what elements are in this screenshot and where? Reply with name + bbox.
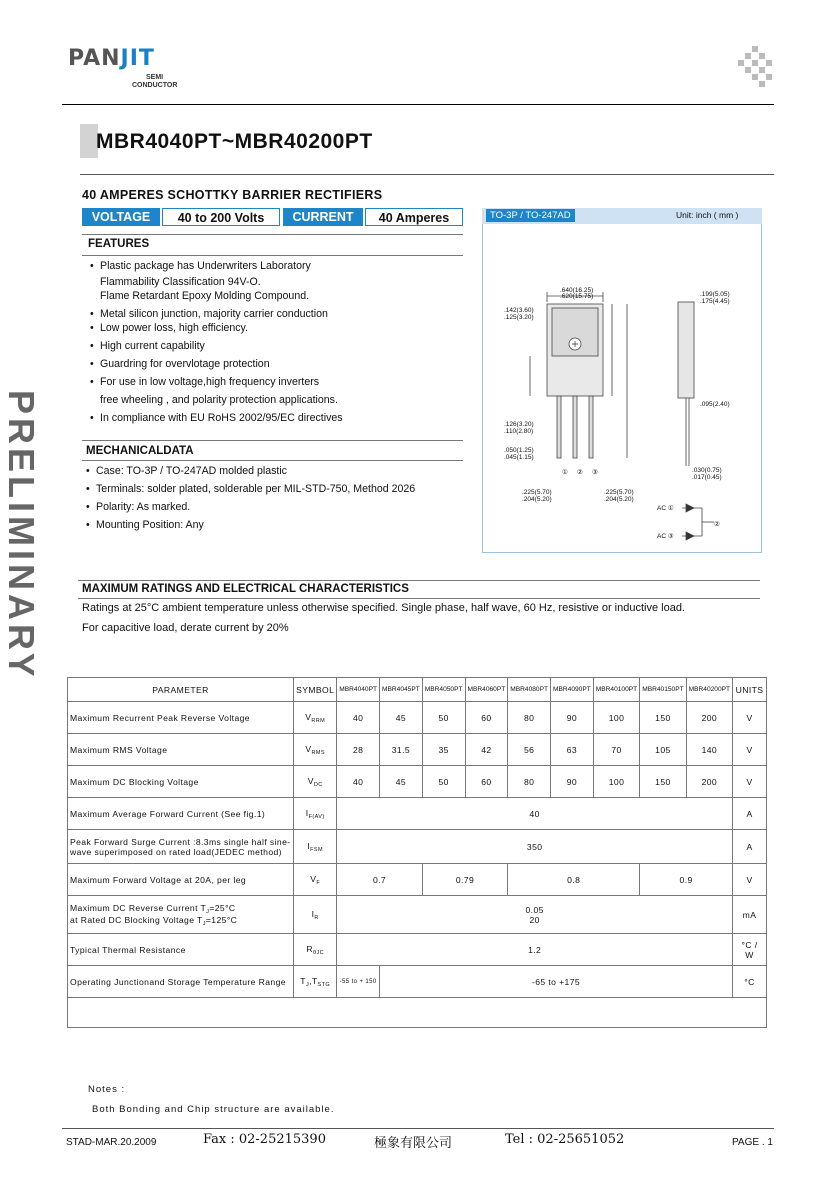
header-model: MBR4040PT bbox=[337, 678, 380, 702]
svg-text:.225(5.70): .225(5.70) bbox=[604, 489, 634, 496]
ratings-note-2: For capacitive load, derate current by 20% bbox=[82, 622, 289, 634]
title-divider bbox=[80, 174, 774, 175]
feature-item: • Low power loss, high efficiency. bbox=[86, 319, 466, 337]
table-row bbox=[68, 798, 767, 830]
svg-text:.204(5.20): .204(5.20) bbox=[604, 496, 634, 503]
logo-text-right: JIT bbox=[120, 46, 155, 71]
mechanical-bottom-line bbox=[82, 460, 463, 461]
svg-text:.175(4.45): .175(4.45) bbox=[700, 298, 730, 305]
param-cell: Maximum Forward Voltage at 20A, per leg bbox=[68, 864, 294, 896]
symbol-cell: $V_{RRM}$ bbox=[294, 702, 337, 734]
header-model: MBR40150PT bbox=[640, 678, 686, 702]
svg-text:.199(5.05): .199(5.05) bbox=[700, 291, 730, 298]
value-cell: 50 bbox=[422, 766, 465, 798]
svg-text:.110(2.80): .110(2.80) bbox=[504, 428, 534, 435]
value-cell: 100 bbox=[593, 702, 639, 734]
footer-tel: Tel : 02-25651052 bbox=[505, 1132, 625, 1147]
value-cell: 150 bbox=[640, 766, 686, 798]
mechanical-item: • Polarity: As marked. bbox=[82, 498, 472, 516]
mechanical-heading: MECHANICALDATA bbox=[86, 445, 194, 457]
unit-cell: V bbox=[733, 864, 767, 896]
feature-item: • High current capability bbox=[86, 337, 466, 355]
value-cell: 50 bbox=[422, 702, 465, 734]
param-cell: Peak Forward Surge Current :8.3ms single half sine- wave superimposed on rated load(JEDEC method) bbox=[68, 830, 294, 864]
value-cell: 100 bbox=[593, 766, 639, 798]
value-cell: 35 bbox=[422, 734, 465, 766]
product-subtitle: 40 AMPERES SCHOTTKY BARRIER RECTIFIERS bbox=[82, 188, 383, 202]
preliminary-watermark bbox=[0, 390, 44, 730]
unit-cell: V bbox=[733, 766, 767, 798]
features-bottom-line bbox=[82, 255, 463, 256]
brand-logo bbox=[68, 46, 155, 71]
unit-cell: A bbox=[733, 798, 767, 830]
watermark-text: PRELIMINARY bbox=[1, 390, 42, 681]
value-cell: 1.2 bbox=[337, 934, 733, 966]
value-cell: 31.5 bbox=[380, 734, 423, 766]
svg-text:.050(1.25): .050(1.25) bbox=[504, 447, 534, 454]
value-cell: 90 bbox=[551, 702, 594, 734]
table-header-row bbox=[68, 678, 767, 702]
header-divider bbox=[62, 104, 774, 105]
value-cell: 0.7 bbox=[337, 864, 423, 896]
value-cell: 90 bbox=[551, 766, 594, 798]
feature-item: • Guardring for overvlotage protection bbox=[86, 355, 466, 373]
footer-page: PAGE . 1 bbox=[732, 1137, 773, 1148]
svg-text:②: ② bbox=[577, 469, 583, 476]
value-cell: 150 bbox=[640, 702, 686, 734]
svg-text:.142(3.60): .142(3.60) bbox=[504, 307, 534, 314]
value-cell: 80 bbox=[508, 702, 551, 734]
param-cell: Maximum Recurrent Peak Reverse Voltage bbox=[68, 702, 294, 734]
table-row bbox=[68, 966, 767, 998]
symbol-cell: $I_{F(AV)}$ bbox=[294, 798, 337, 830]
header-model: MBR40100PT bbox=[593, 678, 639, 702]
package-outline-diagram bbox=[482, 226, 762, 552]
value-cell: 0.05 20 bbox=[337, 896, 733, 934]
logo-sub-semi: SEMI bbox=[146, 74, 164, 81]
param-cell: Operating Junctionand Storage Temperature Range bbox=[68, 966, 294, 998]
header-symbol: SYMBOL bbox=[294, 678, 337, 702]
value-cell: 56 bbox=[508, 734, 551, 766]
current-value-badge: 40 Amperes bbox=[365, 208, 463, 226]
value-cell: 45 bbox=[380, 702, 423, 734]
feature-continuation: free wheeling , and polarity protection applications. bbox=[100, 394, 338, 406]
svg-text:.095(2.40): .095(2.40) bbox=[700, 401, 730, 408]
value-cell: 0.8 bbox=[508, 864, 640, 896]
unit-cell: A bbox=[733, 830, 767, 864]
unit-cell: mA bbox=[733, 896, 767, 934]
value-cell: 80 bbox=[508, 766, 551, 798]
mechanical-list bbox=[82, 462, 472, 534]
symbol-cell: $V_{DC}$ bbox=[294, 766, 337, 798]
feature-continuation: Flammability Classification 94V-O. bbox=[100, 276, 261, 288]
feature-item: • In compliance with EU RoHS 2002/95/EC directives bbox=[86, 409, 466, 427]
header-model: MBR4060PT bbox=[465, 678, 508, 702]
value-cell: 350 bbox=[337, 830, 733, 864]
value-cell: 200 bbox=[686, 702, 732, 734]
decorative-dots-icon bbox=[738, 46, 772, 92]
notes-block bbox=[88, 1080, 334, 1120]
svg-text:.045(1.15): .045(1.15) bbox=[504, 454, 534, 461]
svg-text:.204(5.20): .204(5.20) bbox=[522, 496, 552, 503]
logo-sub-conductor: CONDUCTOR bbox=[132, 82, 178, 89]
value-cell: 45 bbox=[380, 766, 423, 798]
voltage-value-badge: 40 to 200 Volts bbox=[162, 208, 280, 226]
svg-text:②: ② bbox=[714, 521, 720, 528]
symbol-cell: $I_R$ bbox=[294, 896, 337, 934]
header-model: MBR4090PT bbox=[551, 678, 594, 702]
value-cell: -55 to + 150 bbox=[337, 966, 380, 998]
header-units: UNITS bbox=[733, 678, 767, 702]
table-row bbox=[68, 830, 767, 864]
features-heading: FEATURES bbox=[88, 238, 150, 250]
value-cell: 200 bbox=[686, 766, 732, 798]
feature-continuation: Flame Retardant Epoxy Molding Compound. bbox=[100, 290, 310, 302]
svg-text:AC ①: AC ① bbox=[657, 505, 674, 512]
svg-text:.017(0.45): .017(0.45) bbox=[692, 474, 722, 481]
unit-cell: V bbox=[733, 734, 767, 766]
symbol-cell: $I_{FSM}$ bbox=[294, 830, 337, 864]
header-parameter: PARAMETER bbox=[68, 678, 294, 702]
package-name: TO-3P / TO-247AD bbox=[486, 209, 575, 222]
value-cell: 40 bbox=[337, 766, 380, 798]
symbol-cell: $V_F$ bbox=[294, 864, 337, 896]
footer-company: 極象有限公司 bbox=[374, 1136, 453, 1151]
table-row bbox=[68, 934, 767, 966]
mechanical-item: • Case: TO-3P / TO-247AD molded plastic bbox=[82, 462, 472, 480]
current-label-badge: CURRENT bbox=[283, 208, 363, 226]
table-row bbox=[68, 896, 767, 934]
svg-text:.620(15.75): .620(15.75) bbox=[560, 293, 594, 300]
value-cell: 0.79 bbox=[422, 864, 508, 896]
symbol-cell: $R_{\theta JC}$ bbox=[294, 934, 337, 966]
footer-fax: Fax : 02-25215390 bbox=[203, 1132, 326, 1147]
value-cell: 0.9 bbox=[640, 864, 733, 896]
ratings-table bbox=[67, 677, 767, 1028]
svg-text:.225(5.70): .225(5.70) bbox=[522, 489, 552, 496]
table-row bbox=[68, 864, 767, 896]
table-spacer-row bbox=[68, 998, 767, 1028]
features-top-line bbox=[82, 234, 463, 235]
notes-text: Both Bonding and Chip structure are available. bbox=[92, 1104, 335, 1115]
unit-cell: °C / W bbox=[733, 934, 767, 966]
param-cell: Maximum DC Blocking Voltage bbox=[68, 766, 294, 798]
features-list bbox=[86, 257, 466, 427]
svg-text:①: ① bbox=[562, 469, 568, 476]
header-model: MBR4080PT bbox=[508, 678, 551, 702]
symbol-cell: $V_{RMS}$ bbox=[294, 734, 337, 766]
param-cell: Maximum RMS Voltage bbox=[68, 734, 294, 766]
value-cell: 63 bbox=[551, 734, 594, 766]
value-cell: -65 to +175 bbox=[380, 966, 733, 998]
svg-text:.125(3.20): .125(3.20) bbox=[504, 314, 534, 321]
footer-divider bbox=[62, 1128, 774, 1129]
ratings-top-line bbox=[78, 580, 760, 581]
param-cell: Typical Thermal Resistance bbox=[68, 934, 294, 966]
voltage-label-badge: VOLTAGE bbox=[82, 208, 160, 226]
footer-doc-id: STAD-MAR.20.2009 bbox=[66, 1137, 157, 1148]
table-row bbox=[68, 766, 767, 798]
logo-text-left: PAN bbox=[68, 46, 121, 71]
header-model: MBR4045PT bbox=[380, 678, 423, 702]
mechanical-item: • Mounting Position: Any bbox=[82, 516, 472, 534]
symbol-cell: $T_J,T_{STG}$ bbox=[294, 966, 337, 998]
feature-item: • For use in low voltage,high frequency inverters bbox=[86, 373, 466, 391]
value-cell: 105 bbox=[640, 734, 686, 766]
feature-item: • Plastic package has Underwriters Laboratory bbox=[86, 257, 466, 275]
value-cell: 60 bbox=[465, 766, 508, 798]
value-cell: 28 bbox=[337, 734, 380, 766]
value-cell: 40 bbox=[337, 702, 380, 734]
logo-subtitle bbox=[132, 74, 177, 90]
value-cell: 60 bbox=[465, 702, 508, 734]
value-cell: 42 bbox=[465, 734, 508, 766]
page-title: MBR4040PT~MBR40200PT bbox=[96, 130, 373, 153]
header-model: MBR40200PT bbox=[686, 678, 732, 702]
ratings-note-1: Ratings at 25°C ambient temperature unless otherwise specified. Single phase, half wave, 60 Hz, resistive or inductive load. bbox=[82, 602, 685, 614]
ratings-heading: MAXIMUM RATINGS AND ELECTRICAL CHARACTERISTICS bbox=[82, 583, 409, 595]
value-cell: 40 bbox=[337, 798, 733, 830]
value-cell: 140 bbox=[686, 734, 732, 766]
table-row bbox=[68, 702, 767, 734]
param-cell: Maximum Average Forward Current (See fig.1) bbox=[68, 798, 294, 830]
mechanical-item: • Terminals: solder plated, solderable per MIL-STD-750, Method 2026 bbox=[82, 480, 472, 498]
svg-text:.640(16.25): .640(16.25) bbox=[560, 287, 594, 294]
param-cell: Maximum DC Reverse Current $T_J=25^\circ C$ at Rated DC Blocking Voltage $T_J=125^\circ C$ bbox=[68, 896, 294, 934]
svg-text:③: ③ bbox=[592, 469, 598, 476]
value-cell: 70 bbox=[593, 734, 639, 766]
header-model: MBR4050PT bbox=[422, 678, 465, 702]
svg-text:.030(0.75): .030(0.75) bbox=[692, 467, 722, 474]
mechanical-top-line bbox=[82, 440, 463, 441]
svg-text:AC ③: AC ③ bbox=[657, 533, 674, 540]
unit-cell: °C bbox=[733, 966, 767, 998]
table-row bbox=[68, 734, 767, 766]
svg-text:.126(3.20): .126(3.20) bbox=[504, 421, 534, 428]
feature-item: • Metal silicon junction, majority carrier conduction bbox=[86, 305, 466, 323]
package-unit: Unit: inch ( mm ) bbox=[676, 210, 739, 220]
notes-title: Notes : bbox=[88, 1084, 126, 1095]
unit-cell: V bbox=[733, 702, 767, 734]
